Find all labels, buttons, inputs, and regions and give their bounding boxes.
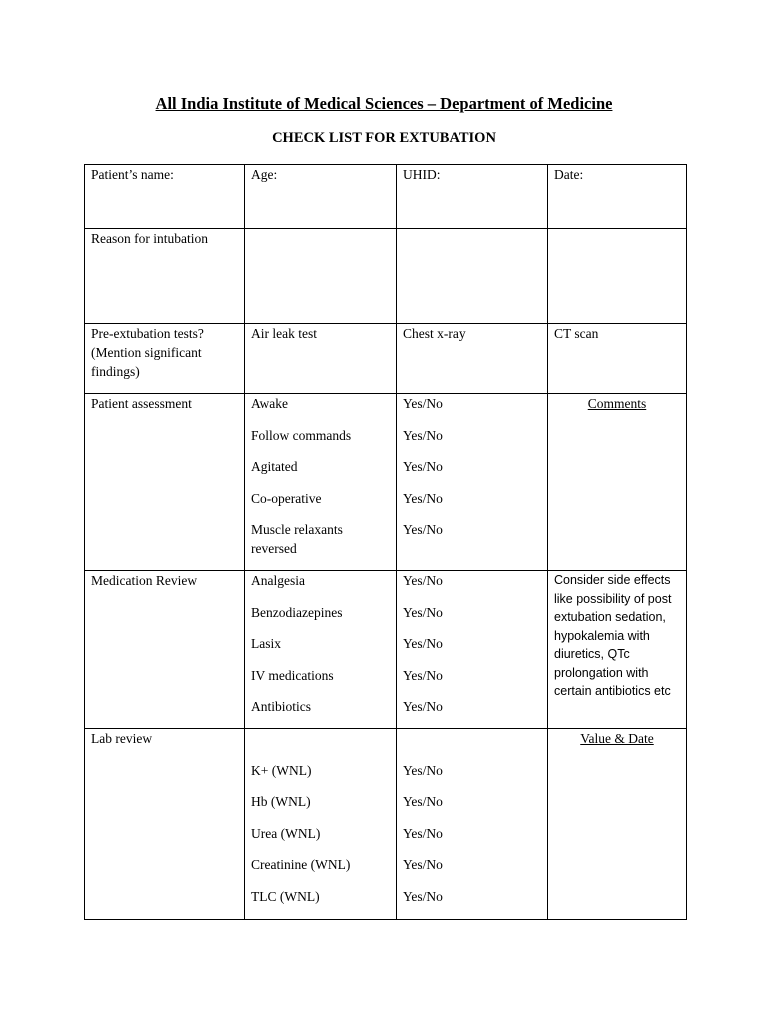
air-leak-test-label: Air leak test xyxy=(251,326,317,341)
pre-extubation-label: Pre-extubation tests? (Mention significant findings) xyxy=(91,326,204,379)
lab-review-label-cell xyxy=(85,729,245,920)
yes-no-option[interactable]: Yes/No xyxy=(403,888,443,904)
value-date-cell[interactable] xyxy=(548,729,687,920)
medication-item: Analgesia xyxy=(251,573,305,588)
medication-item: IV medications xyxy=(251,667,334,683)
assessment-item: Co-operative xyxy=(251,490,322,506)
medication-item: Antibiotics xyxy=(251,699,311,714)
lab-item: TLC (WNL) xyxy=(251,888,320,904)
lab-review-row xyxy=(85,729,687,920)
yes-no-option[interactable]: Yes/No xyxy=(403,857,443,872)
reason-label-cell xyxy=(85,229,245,324)
yes-no-option[interactable]: Yes/No xyxy=(403,604,443,620)
assessment-items-cell xyxy=(245,394,397,571)
form-title: CHECK LIST FOR EXTUBATION xyxy=(272,130,496,146)
patient-info-row xyxy=(85,165,687,229)
ct-scan-label: CT scan xyxy=(554,326,599,341)
lab-items-cell xyxy=(245,729,397,920)
reason-label: Reason for intubation xyxy=(91,231,208,246)
ct-scan-cell[interactable] xyxy=(548,324,687,394)
reason-row xyxy=(85,229,687,324)
lab-item: K+ (WNL) xyxy=(251,762,312,778)
medication-item: Benzodiazepines xyxy=(251,604,343,620)
yes-no-option[interactable]: Yes/No xyxy=(403,636,443,651)
chest-xray-cell[interactable] xyxy=(397,324,548,394)
assessment-item: Agitated xyxy=(251,459,298,474)
yes-no-option[interactable]: Yes/No xyxy=(403,427,443,443)
value-date-header: Value & Date xyxy=(580,731,654,746)
date-cell[interactable] xyxy=(548,165,687,229)
yes-no-option[interactable]: Yes/No xyxy=(403,699,443,714)
assessment-item: Follow commands xyxy=(251,427,352,443)
patient-assessment-row xyxy=(85,394,687,571)
medication-answers-cell[interactable] xyxy=(397,571,548,729)
reason-entry-cell-1[interactable] xyxy=(245,229,397,324)
comments-header: Comments xyxy=(587,396,647,411)
lab-answers-cell[interactable] xyxy=(397,729,548,920)
chest-xray-label: Chest x-ray xyxy=(403,326,466,341)
lab-item: Hb (WNL) xyxy=(251,794,311,809)
age-cell[interactable] xyxy=(245,165,397,229)
lab-item: Creatinine (WNL) xyxy=(251,857,351,872)
pre-extubation-tests-row xyxy=(85,324,687,394)
yes-no-option[interactable]: Yes/No xyxy=(403,762,443,778)
yes-no-option[interactable]: Yes/No xyxy=(403,825,443,841)
yes-no-option[interactable]: Yes/No xyxy=(403,490,443,506)
patient-name-label: Patient’s name: xyxy=(91,167,174,182)
document-title: All India Institute of Medical Sciences – Department of Medicine xyxy=(155,94,613,113)
uhid-label: UHID: xyxy=(403,167,441,182)
assessment-item: Awake xyxy=(251,396,288,411)
uhid-cell[interactable] xyxy=(397,165,548,229)
medication-review-label: Medication Review xyxy=(91,573,198,588)
lab-item: Urea (WNL) xyxy=(251,825,321,841)
air-leak-test-cell[interactable] xyxy=(245,324,397,394)
medication-item: Lasix xyxy=(251,636,281,651)
yes-no-option[interactable]: Yes/No xyxy=(403,667,443,683)
reason-entry-cell-3[interactable] xyxy=(548,229,687,324)
reason-entry-cell-2[interactable] xyxy=(397,229,548,324)
medication-items-cell xyxy=(245,571,397,729)
yes-no-option[interactable]: Yes/No xyxy=(403,396,443,411)
yes-no-option[interactable]: Yes/No xyxy=(403,522,443,537)
date-label: Date: xyxy=(554,167,584,182)
medication-note-cell xyxy=(548,571,687,729)
patient-name-cell[interactable] xyxy=(85,165,245,229)
medication-side-effects-note: Consider side effects like possibility of post extubation sedation, hypokalemia with diuretics, QTc prolongation with certain antibiotics etc xyxy=(554,573,672,698)
yes-no-option[interactable]: Yes/No xyxy=(403,794,443,809)
patient-assessment-label: Patient assessment xyxy=(91,396,192,411)
lab-review-label: Lab review xyxy=(91,731,153,746)
yes-no-option[interactable]: Yes/No xyxy=(403,459,443,474)
medication-review-label-cell xyxy=(85,571,245,729)
yes-no-option[interactable]: Yes/No xyxy=(403,573,443,588)
assessment-item: Muscle relaxants reversed xyxy=(251,522,343,556)
comments-cell[interactable] xyxy=(548,394,687,571)
medication-review-row xyxy=(85,571,687,729)
age-label: Age: xyxy=(251,167,278,182)
pre-extubation-label-cell xyxy=(85,324,245,394)
patient-assessment-label-cell xyxy=(85,394,245,571)
extubation-checklist-table xyxy=(84,164,687,920)
assessment-answers-cell[interactable] xyxy=(397,394,548,571)
